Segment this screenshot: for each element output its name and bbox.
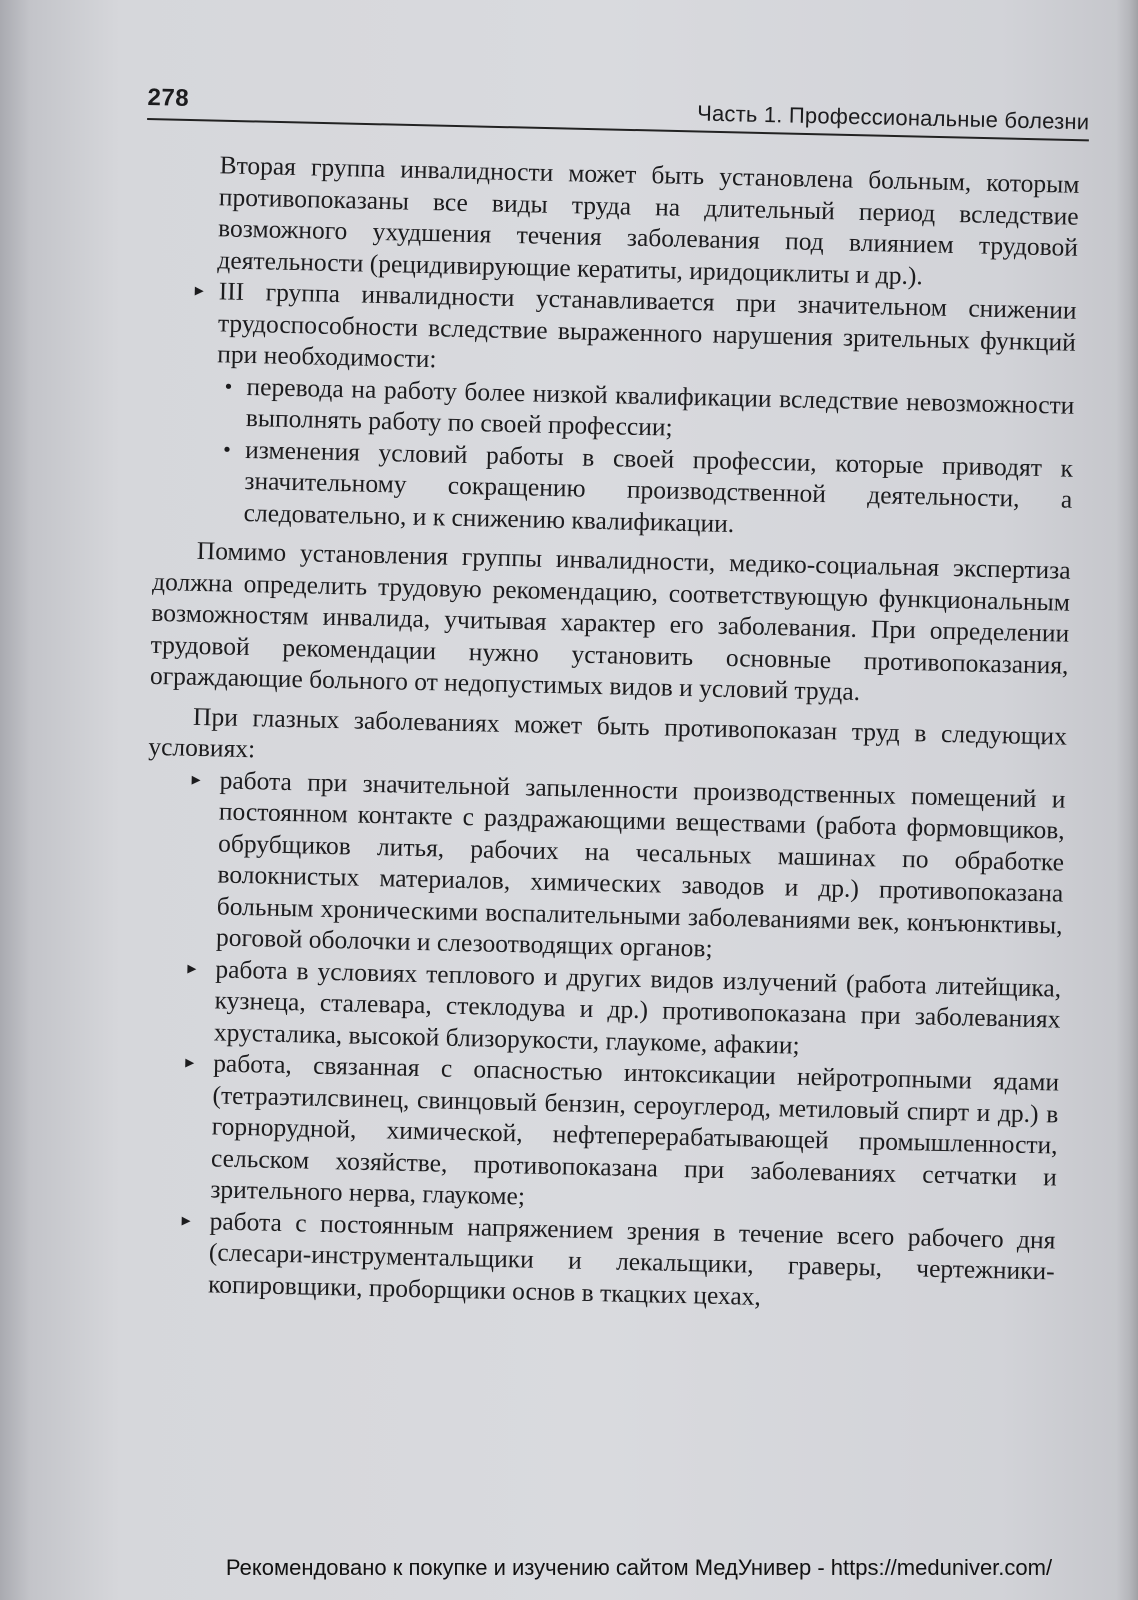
running-head: Часть 1. Профессиональные болезни <box>696 100 1090 135</box>
conditions-intro: При глазных заболеваниях может быть противопоказан труд в следующих условиях: <box>148 701 1068 764</box>
condition-item <box>136 1203 1056 1318</box>
triangle-bullet-icon: ▸ <box>185 1051 195 1072</box>
group3-subitems <box>153 368 1074 546</box>
triangle-bullet-icon: ▸ <box>191 768 201 789</box>
condition-text: работа, связанная с опасностью интоксикации нейротропными ядами (тетраэтилсвинец, свинцовый бензин, сероуглерод, метиловый спирт и др.) в горнорудной, химической, нефтеперерабатывающей промышленности, сельском хозяйстве, противопоказана при заболеваниях сетчатки и зрительного нерва, глаукоме; <box>210 1048 1060 1211</box>
dot-bullet-icon: • <box>224 372 233 399</box>
condition-text: работа при значительной запыленности производственных помещений и постоянном контакте с раздражающими веществами (работа формовщиков, обрубщиков литья, рабочих на чесальных машинах по обработке волокнистых материалов, химических заводов и др.) противопоказана больным хроническими воспалительными заболеваниями век, конъюнктивы, роговой оболочки и слезоотводящих органов; <box>215 764 1066 963</box>
intro-paragraph: Вторая группа инвалидности может быть установлена больным, которым противопоказаны все виды труда на длительный период вследствие возможного ухудшения течения заболевания под влиянием трудовой деятельности (рецидивирующие кератиты, иридоциклиты и др.). <box>217 150 1080 290</box>
condition-text: работа в условиях теплового и других видов излучений (работа литейщика, кузнеца, сталевара, стеклодува и др.) противопоказана при заболеваниях хрусталика, высокой близорукости, глаукоме, афакии; <box>213 953 1062 1060</box>
expertise-paragraph: Помимо установления группы инвалидности, медико-социальная экспертиза должна определить трудовую рекомендацию, соответствующую функциональным возможностям инвалида, учитывая характер его заболевания. При определении трудовой рекомендации нужно установить основные противопоказания, ограждающие больного от недопустимых видов и условий труда. <box>149 535 1071 706</box>
triangle-bullet-icon: ▸ <box>194 279 205 300</box>
conditions-list <box>136 762 1066 1318</box>
subitem-text: перевода на работу более низкой квалификации вследствие невозможности выполнять работу по своей профессии; <box>245 371 1075 442</box>
group3-subitem <box>153 431 1073 546</box>
page-header <box>147 80 1090 145</box>
subitem-text: изменения условий работы в своей профессии, которые приводят к значительному сокращению производственной деятельности, а следовательно, и к снижению квалификации. <box>243 434 1074 538</box>
triangle-bullet-icon: ▸ <box>181 1209 191 1230</box>
page-edge-shadow <box>1116 0 1138 1600</box>
condition-item <box>138 1046 1059 1224</box>
condition-item <box>144 762 1066 972</box>
condition-text: работа с постоянным напряжением зрения в течение всего рабочего дня (слесари-инструментальщики и лекальщики, граверы, чертежники-копировщики, проборщики основ в ткацких цехах, <box>207 1205 1056 1311</box>
dot-bullet-icon: • <box>222 435 232 462</box>
page-number: 278 <box>147 83 190 112</box>
group3-text: III группа инвалидности устанавливается при значительном снижении трудоспособности вследствие выраженного нарушения зрительных функций при необходимости: <box>217 276 1077 374</box>
body-text <box>136 148 1080 1319</box>
triangle-bullet-icon: ▸ <box>187 957 197 978</box>
footer-watermark: Рекомендовано к покупке и изучению сайтом МедУнивер - https://meduniver.com/ <box>225 1555 1053 1580</box>
